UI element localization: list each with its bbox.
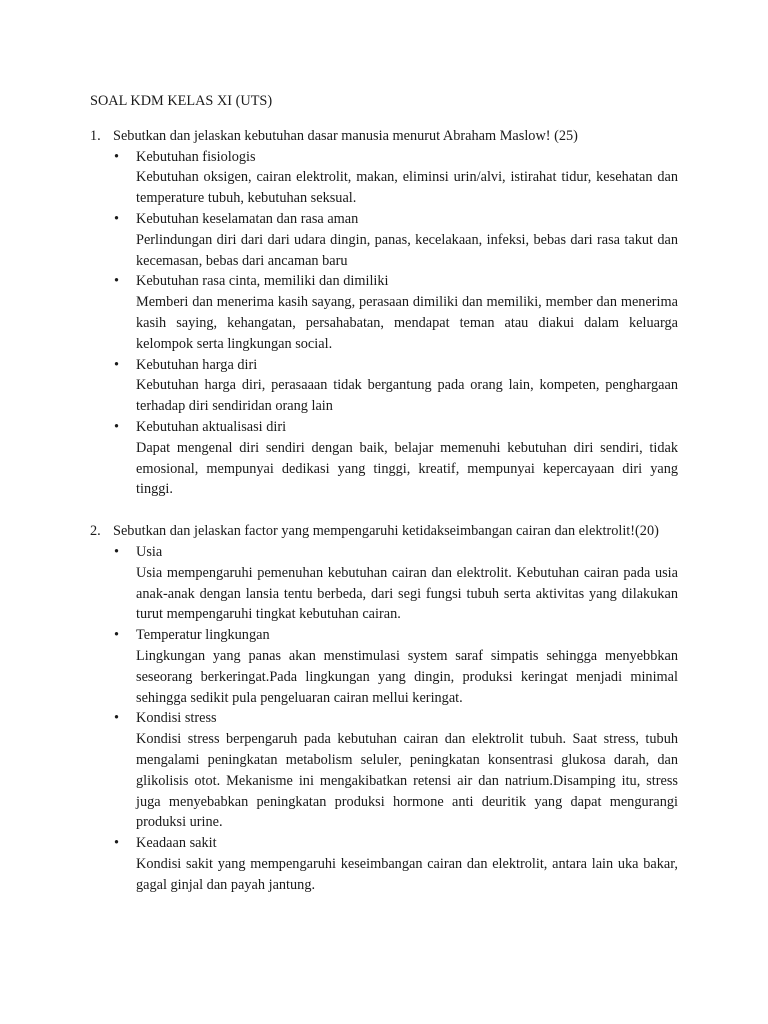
bullet-icon: • [114,543,120,560]
answer-description: Lingkungan yang panas akan menstimulasi system saraf simpatis sehingga menyebbkan seseorang berkeringat.Pada lingkungan yang dingin, produksi keringat menjadi minimal sehingga sedikit pula pengeluaran cairan mellui keringat. [136,647,678,706]
bullet-icon: • [114,418,120,435]
answer-description: Kondisi sakit yang mempengaruhi keseimbangan cairan dan elektrolit, antara lain uka bakar, gagal ginjal dan payah jantung. [136,855,678,893]
question-2 [90,521,678,895]
answer-title: Kondisi stress [136,710,217,727]
bullet-icon: • [114,273,120,290]
answer-item [113,542,678,625]
question-number: 2. [90,523,101,540]
answer-title: Kebutuhan rasa cinta, memiliki dan dimiliki [136,273,389,290]
bullet-icon: • [114,627,120,644]
bullet-icon: • [114,210,120,227]
answer-description: Kondisi stress berpengaruh pada kebutuhan cairan dan elektrolit tubuh. Saat stress, tubuh mengalami peningkatan metabolism seluler, peningkatan konsentrasi glukosa darah, dan glikolisis otot. Mekanisme ini mengakibatkan retensi air dan natrium.Disamping itu, stress juga menyebabkan peningkatan produksi hormone anti deuritik yang dapat mengurangi produksi urine. [136,731,678,831]
document-page [90,91,678,895]
answer-item [113,271,678,354]
answer-item [113,708,678,833]
answer-title: Kebutuhan fisiologis [136,148,256,165]
answer-item [113,209,678,271]
answer-list [113,147,678,501]
question-1 [90,126,678,500]
answer-title: Usia [136,543,163,560]
answer-list [113,542,678,896]
answer-title: Kebutuhan keselamatan dan rasa aman [136,210,359,227]
bullet-icon: • [114,710,120,727]
answer-item [113,417,678,500]
answer-title: Temperatur lingkungan [136,627,270,644]
answer-description: Kebutuhan harga diri, perasaaan tidak bergantung pada orang lain, kompeten, penghargaan terhadap diri sendiridan orang lain [136,377,678,415]
document-title: SOAL KDM KELAS XI (UTS) [90,93,273,109]
answer-title: Kebutuhan harga diri [136,356,258,373]
answer-title: Kebutuhan aktualisasi diri [136,418,287,435]
answer-item [113,147,678,209]
answer-item [113,625,678,708]
answer-description: Dapat mengenal diri sendiri dengan baik, belajar memenuhi kebutuhan diri sendiri, tidak emosional, mempunyai dedikasi yang tinggi, kreatif, mempunyai kepercayaan diri yang tinggi. [136,439,678,498]
answer-description: Usia mempengaruhi pemenuhan kebutuhan cairan dan elektrolit. Kebutuhan cairan pada usia anak-anak dengan lansia tentu berbeda, dari segi fungsi tubuh serta aktivitas yang dilakukan turut mempengaruhi tingkat kebutuhan cairan. [136,564,678,623]
question-number: 1. [90,127,101,144]
answer-title: Keadaan sakit [136,835,217,852]
bullet-icon: • [114,835,120,852]
question-text: Sebutkan dan jelaskan kebutuhan dasar manusia menurut Abraham Maslow! (25) [113,127,578,144]
answer-item [113,355,678,417]
answer-description: Perlindungan diri dari dari udara dingin, panas, kecelakaan, infeksi, bebas dari rasa takut dan kecemasan, bebas dari ancaman baru [136,231,678,269]
bullet-icon: • [114,148,120,165]
question-text: Sebutkan dan jelaskan factor yang mempengaruhi ketidakseimbangan cairan dan elektrolit!(20) [113,523,659,540]
answer-item [113,833,678,895]
answer-description: Memberi dan menerima kasih sayang, perasaan dimiliki dan memiliki, member dan menerima kasih saying, kehangatan, persahabatan, mendapat teman atau diakui dalam keluarga kelompok serta lingkungan social. [136,294,678,352]
answer-description: Kebutuhan oksigen, cairan elektrolit, makan, eliminsi urin/alvi, istirahat tidur, kesehatan dan temperature tubuh, kebutuhan seksual. [136,169,678,207]
bullet-icon: • [114,356,120,373]
